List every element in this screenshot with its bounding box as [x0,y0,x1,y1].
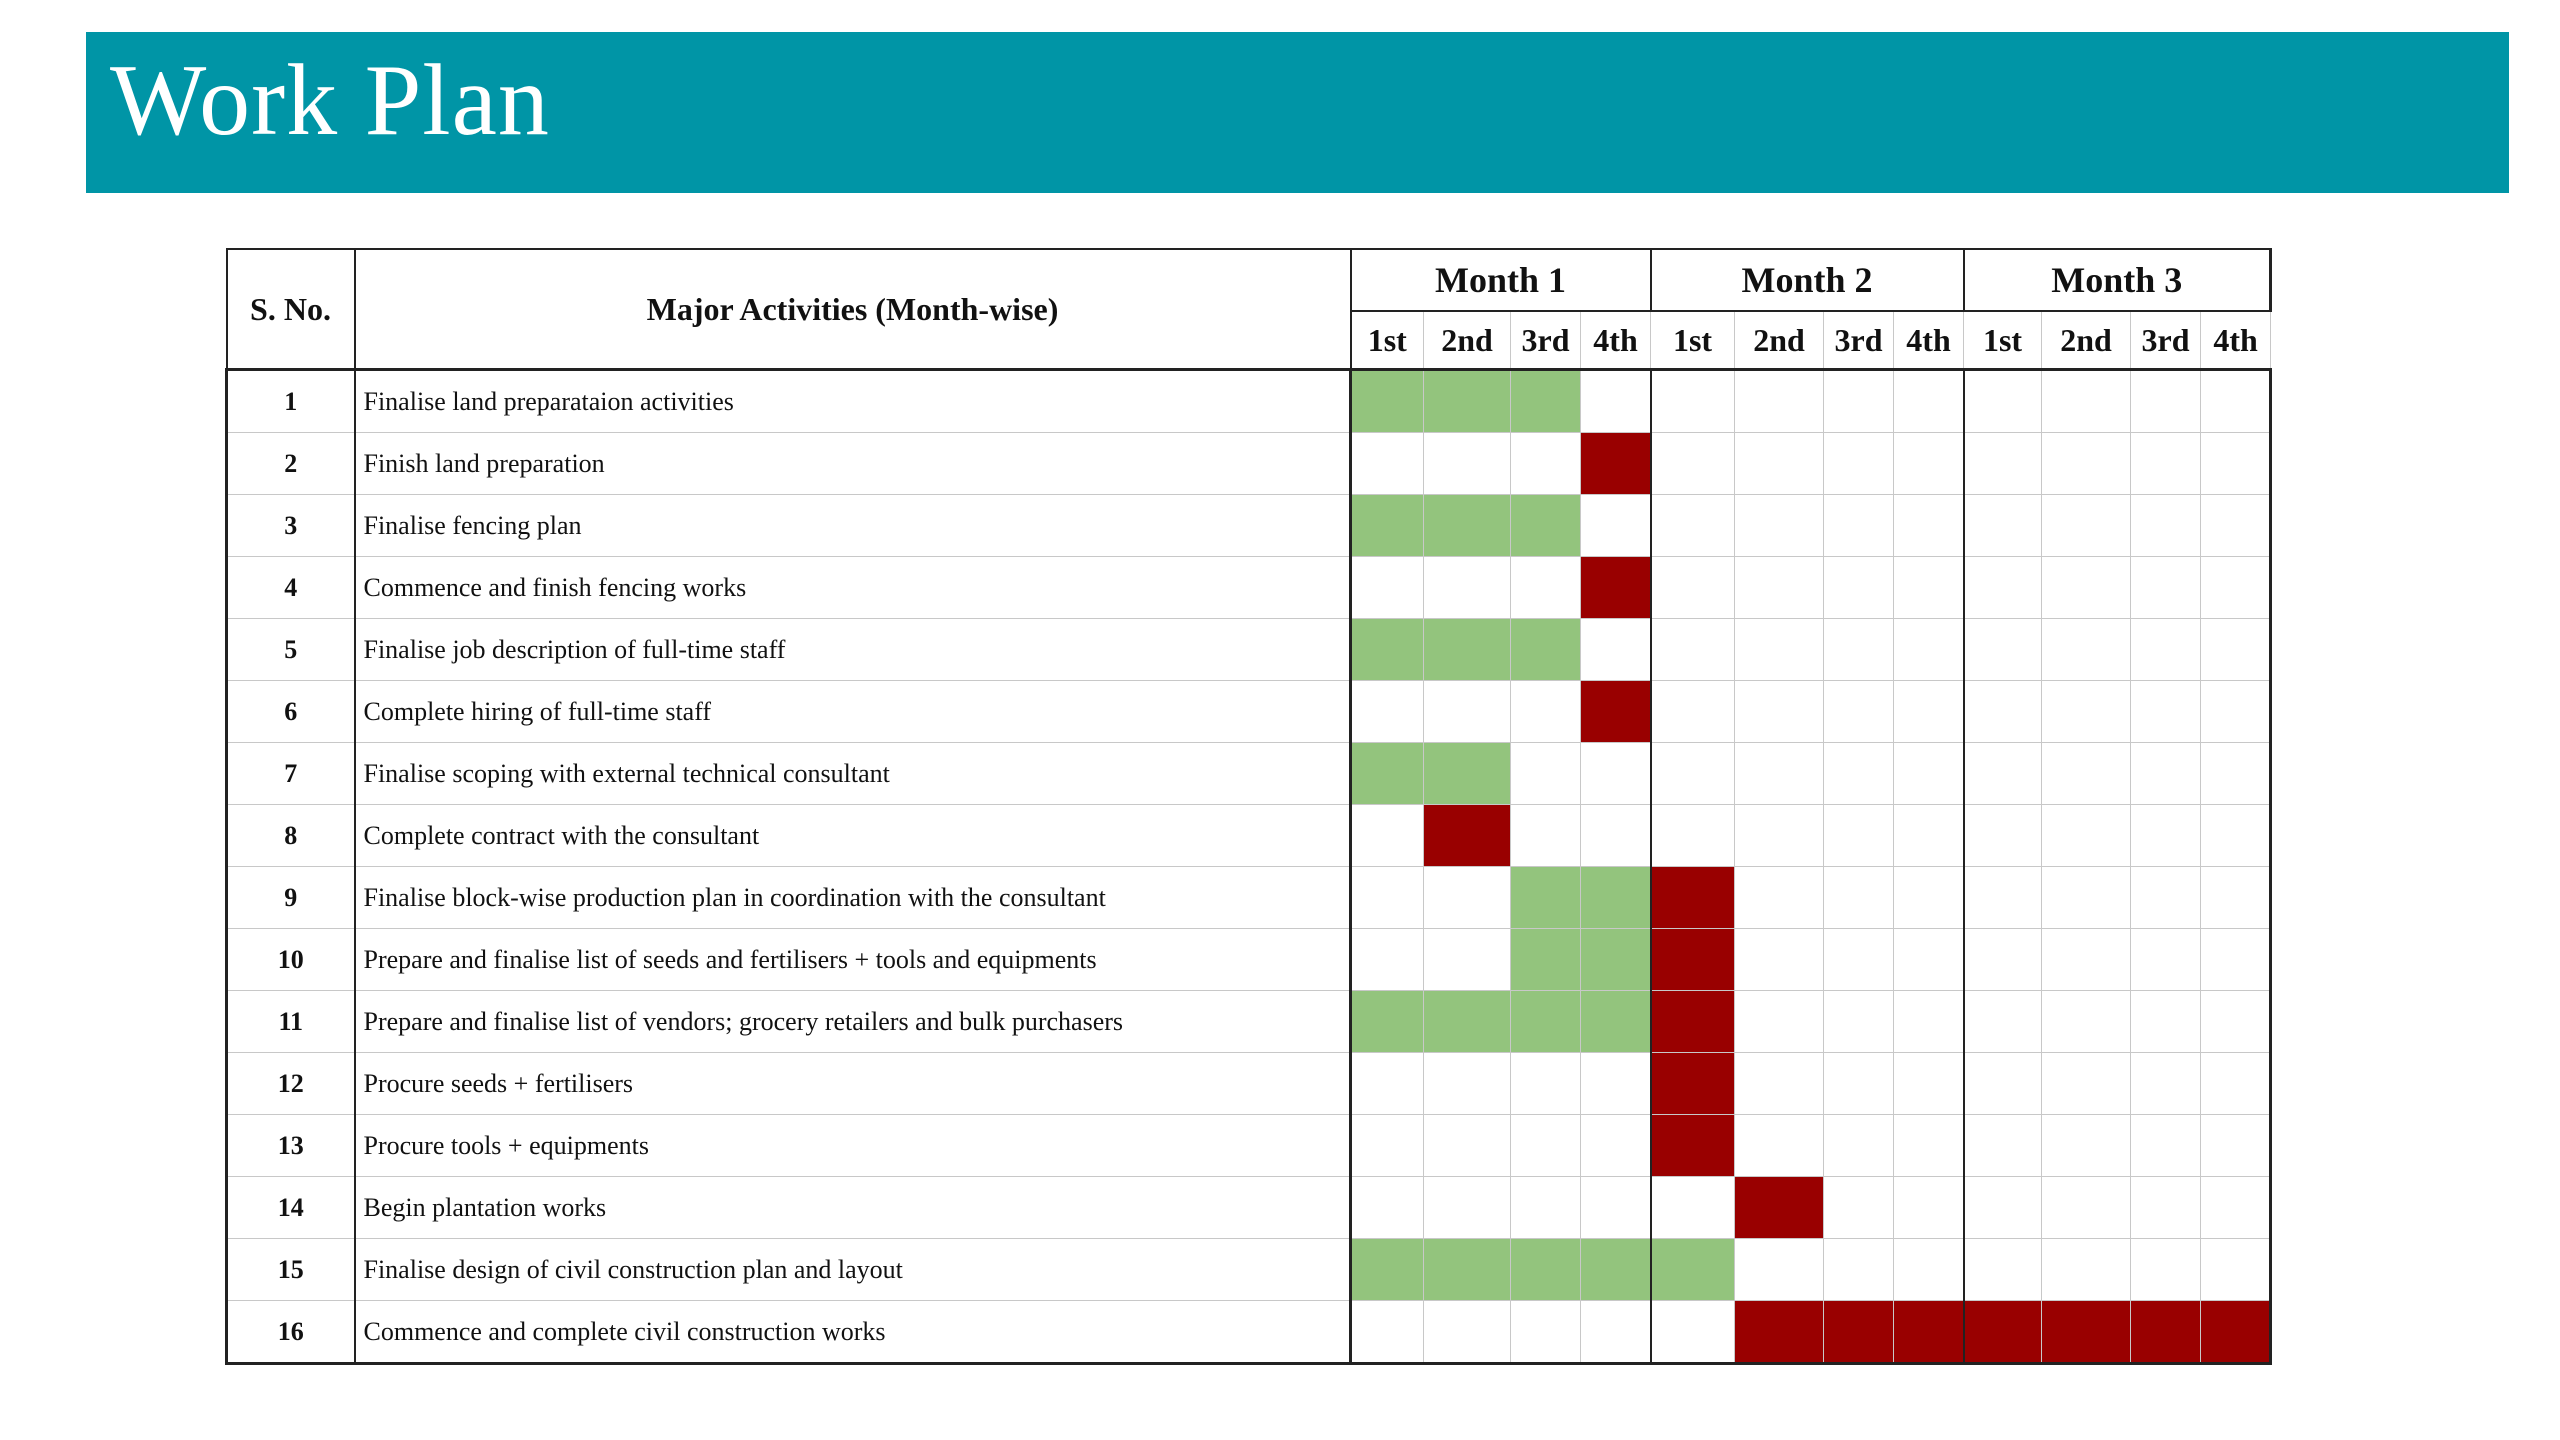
gantt-cell-empty [2201,805,2271,867]
gantt-cell-empty [2042,1115,2131,1177]
sno-header: S. No. [227,249,355,370]
week-header: 4th [1894,311,1964,370]
gantt-cell-empty [1351,929,1424,991]
month-header: Month 3 [1964,249,2271,311]
gantt-cell-empty [1964,1239,2042,1301]
gantt-cell-empty [1651,495,1735,557]
gantt-cell-empty [1351,1115,1424,1177]
work-plan-table [225,248,2272,1365]
gantt-cell-empty [1964,743,2042,805]
row-number: 2 [227,433,355,495]
row-number: 6 [227,681,355,743]
gantt-cell-empty [1735,681,1824,743]
gantt-cell-empty [2201,1239,2271,1301]
table-row [227,805,2271,867]
gantt-cell-empty [2131,1239,2201,1301]
gantt-cell-planned [1351,743,1424,805]
gantt-cell-empty [1351,681,1424,743]
activity-header: Major Activities (Month-wise) [355,249,1351,370]
activity-label: Finalise scoping with external technical consultant [355,743,1351,805]
gantt-cell-empty [1511,1115,1581,1177]
gantt-cell-empty [1651,619,1735,681]
gantt-cell-empty [1581,1177,1651,1239]
gantt-cell-empty [1351,1301,1424,1364]
gantt-cell-empty [1511,805,1581,867]
gantt-cell-empty [1735,619,1824,681]
gantt-cell-empty [1651,743,1735,805]
week-header: 3rd [1511,311,1581,370]
gantt-cell-empty [1964,929,2042,991]
table-row [227,1177,2271,1239]
gantt-cell-planned [1581,929,1651,991]
gantt-cell-empty [1651,681,1735,743]
gantt-cell-empty [1824,370,1894,433]
gantt-cell-empty [1894,495,1964,557]
gantt-cell-empty [1581,370,1651,433]
gantt-cell-planned [1511,867,1581,929]
gantt-cell-planned [1511,991,1581,1053]
row-number: 14 [227,1177,355,1239]
gantt-cell-empty [1735,370,1824,433]
gantt-cell-empty [2201,1115,2271,1177]
gantt-cell-empty [2131,557,2201,619]
gantt-cell-empty [1581,805,1651,867]
gantt-cell-empty [1424,433,1511,495]
gantt-cell-planned [1581,1239,1651,1301]
gantt-cell-planned [1424,991,1511,1053]
gantt-cell-empty [2042,433,2131,495]
gantt-cell-empty [2042,805,2131,867]
gantt-cell-empty [2042,681,2131,743]
gantt-cell-planned [1351,495,1424,557]
gantt-cell-milestone [1964,1301,2042,1364]
table-row [227,991,2271,1053]
week-header: 3rd [2131,311,2201,370]
gantt-cell-empty [1735,433,1824,495]
table-row [227,929,2271,991]
activity-rows [227,370,2271,1364]
row-number: 10 [227,929,355,991]
gantt-cell-empty [1964,681,2042,743]
activity-label: Prepare and finalise list of seeds and fertilisers + tools and equipments [355,929,1351,991]
gantt-cell-empty [1735,1053,1824,1115]
gantt-cell-empty [1894,805,1964,867]
gantt-cell-milestone [1894,1301,1964,1364]
gantt-cell-empty [1581,743,1651,805]
gantt-cell-milestone [1651,1115,1735,1177]
gantt-cell-empty [1581,495,1651,557]
row-number: 8 [227,805,355,867]
row-number: 5 [227,619,355,681]
row-number: 11 [227,991,355,1053]
gantt-cell-milestone [1651,1053,1735,1115]
gantt-cell-empty [1351,867,1424,929]
gantt-cell-empty [1894,1053,1964,1115]
row-number: 9 [227,867,355,929]
gantt-cell-empty [2131,370,2201,433]
gantt-cell-empty [1894,991,1964,1053]
gantt-cell-planned [1424,370,1511,433]
gantt-cell-empty [1511,557,1581,619]
gantt-cell-milestone [1424,805,1511,867]
gantt-cell-empty [1964,557,2042,619]
gantt-cell-milestone [1735,1301,1824,1364]
gantt-cell-empty [2131,1177,2201,1239]
gantt-cell-empty [1735,1115,1824,1177]
gantt-cell-empty [1351,1177,1424,1239]
table-row [227,495,2271,557]
gantt-cell-empty [2201,867,2271,929]
gantt-cell-planned [1511,495,1581,557]
gantt-cell-empty [2131,495,2201,557]
gantt-cell-empty [1964,991,2042,1053]
gantt-cell-empty [1894,433,1964,495]
gantt-cell-empty [1351,557,1424,619]
gantt-cell-milestone [1824,1301,1894,1364]
gantt-cell-empty [2201,1053,2271,1115]
gantt-cell-empty [1894,929,1964,991]
gantt-cell-planned [1424,495,1511,557]
row-number: 1 [227,370,355,433]
gantt-cell-empty [1894,619,1964,681]
week-header: 4th [1581,311,1651,370]
gantt-cell-planned [1351,370,1424,433]
table-row [227,681,2271,743]
gantt-cell-empty [1824,867,1894,929]
week-header: 3rd [1824,311,1894,370]
gantt-cell-empty [2131,1115,2201,1177]
gantt-cell-empty [1824,433,1894,495]
gantt-cell-empty [1824,1115,1894,1177]
gantt-cell-empty [2201,1177,2271,1239]
gantt-cell-empty [1651,1301,1735,1364]
gantt-cell-empty [2131,1053,2201,1115]
month-header: Month 1 [1351,249,1651,311]
gantt-cell-empty [1424,557,1511,619]
gantt-cell-milestone [2042,1301,2131,1364]
gantt-cell-empty [2201,991,2271,1053]
gantt-cell-empty [1964,1053,2042,1115]
gantt-cell-empty [1735,805,1824,867]
activity-label: Finish land preparation [355,433,1351,495]
gantt-cell-empty [2042,1239,2131,1301]
row-number: 7 [227,743,355,805]
gantt-cell-planned [1424,619,1511,681]
gantt-cell-empty [1351,805,1424,867]
activity-label: Procure seeds + fertilisers [355,1053,1351,1115]
gantt-cell-milestone [2131,1301,2201,1364]
gantt-cell-empty [2042,991,2131,1053]
gantt-cell-empty [1824,495,1894,557]
gantt-cell-empty [1511,1053,1581,1115]
gantt-cell-empty [1351,1053,1424,1115]
gantt-cell-empty [1651,557,1735,619]
gantt-cell-empty [2201,370,2271,433]
gantt-cell-empty [2201,433,2271,495]
gantt-cell-empty [1581,1053,1651,1115]
title-banner [86,32,2509,193]
gantt-cell-milestone [1735,1177,1824,1239]
row-number: 16 [227,1301,355,1364]
activity-label: Complete contract with the consultant [355,805,1351,867]
week-header: 1st [1351,311,1424,370]
header-row-months [227,249,2271,311]
gantt-cell-empty [2201,681,2271,743]
gantt-cell-empty [1511,743,1581,805]
gantt-cell-empty [1651,370,1735,433]
gantt-cell-empty [1894,370,1964,433]
gantt-cell-empty [2042,619,2131,681]
gantt-cell-planned [1511,619,1581,681]
week-header: 2nd [2042,311,2131,370]
gantt-cell-empty [1894,1177,1964,1239]
gantt-cell-empty [1651,805,1735,867]
table-row [227,370,2271,433]
gantt-cell-empty [1351,433,1424,495]
gantt-cell-empty [1824,1177,1894,1239]
gantt-cell-empty [1824,1239,1894,1301]
gantt-cell-planned [1424,1239,1511,1301]
table-row [227,1053,2271,1115]
gantt-cell-empty [2042,867,2131,929]
gantt-cell-empty [2042,929,2131,991]
gantt-cell-empty [2131,681,2201,743]
gantt-cell-empty [1651,1177,1735,1239]
gantt-cell-empty [2131,929,2201,991]
activity-label: Finalise job description of full-time staff [355,619,1351,681]
gantt-cell-empty [1735,743,1824,805]
row-number: 3 [227,495,355,557]
gantt-cell-empty [1651,433,1735,495]
gantt-cell-empty [2131,433,2201,495]
week-header: 2nd [1735,311,1824,370]
activity-label: Commence and complete civil construction works [355,1301,1351,1364]
gantt-cell-empty [2042,495,2131,557]
gantt-cell-empty [1964,433,2042,495]
gantt-cell-empty [1511,1177,1581,1239]
gantt-cell-empty [1581,619,1651,681]
table-row [227,1239,2271,1301]
gantt-cell-empty [2131,867,2201,929]
gantt-cell-empty [2042,743,2131,805]
week-header: 4th [2201,311,2271,370]
gantt-cell-empty [1824,619,1894,681]
gantt-cell-empty [1424,867,1511,929]
gantt-cell-empty [2201,619,2271,681]
table-row [227,743,2271,805]
activity-label: Finalise land preparataion activities [355,370,1351,433]
gantt-cell-empty [1964,495,2042,557]
gantt-cell-milestone [1581,557,1651,619]
gantt-cell-empty [2131,743,2201,805]
gantt-cell-empty [1894,1115,1964,1177]
gantt-cell-empty [1581,1301,1651,1364]
table-row [227,867,2271,929]
gantt-cell-empty [1735,991,1824,1053]
gantt-cell-empty [1964,1115,2042,1177]
gantt-cell-milestone [1651,867,1735,929]
gantt-cell-planned [1581,867,1651,929]
gantt-cell-empty [2201,743,2271,805]
week-header: 1st [1651,311,1735,370]
gantt-cell-empty [1424,1115,1511,1177]
gantt-cell-planned [1581,991,1651,1053]
gantt-cell-planned [1651,1239,1735,1301]
gantt-cell-empty [1964,805,2042,867]
table-row [227,433,2271,495]
activity-label: Prepare and finalise list of vendors; grocery retailers and bulk purchasers [355,991,1351,1053]
gantt-cell-empty [2131,619,2201,681]
gantt-cell-empty [1735,557,1824,619]
row-number: 4 [227,557,355,619]
gantt-cell-empty [1824,991,1894,1053]
gantt-cell-planned [1351,1239,1424,1301]
gantt-cell-empty [1824,743,1894,805]
gantt-cell-empty [1894,743,1964,805]
gantt-cell-empty [1824,805,1894,867]
gantt-cell-planned [1511,370,1581,433]
gantt-cell-empty [1511,433,1581,495]
gantt-cell-empty [1424,1053,1511,1115]
gantt-cell-planned [1351,619,1424,681]
gantt-cell-empty [1424,929,1511,991]
table-row [227,1301,2271,1364]
row-number: 13 [227,1115,355,1177]
gantt-cell-empty [2201,557,2271,619]
gantt-cell-empty [2042,1053,2131,1115]
gantt-cell-empty [2201,495,2271,557]
gantt-cell-empty [1735,495,1824,557]
row-number: 12 [227,1053,355,1115]
gantt-cell-milestone [1651,929,1735,991]
gantt-cell-empty [2042,1177,2131,1239]
gantt-cell-empty [1894,1239,1964,1301]
gantt-cell-empty [2042,557,2131,619]
gantt-cell-empty [1964,1177,2042,1239]
gantt-cell-empty [1894,867,1964,929]
gantt-cell-planned [1351,991,1424,1053]
activity-label: Finalise block-wise production plan in coordination with the consultant [355,867,1351,929]
gantt-cell-empty [1581,1115,1651,1177]
gantt-cell-empty [1964,867,2042,929]
month-header: Month 2 [1651,249,1964,311]
week-header: 2nd [1424,311,1511,370]
gantt-cell-empty [1824,557,1894,619]
gantt-cell-empty [1735,929,1824,991]
activity-label: Commence and finish fencing works [355,557,1351,619]
gantt-cell-empty [1511,681,1581,743]
gantt-cell-empty [1424,1177,1511,1239]
gantt-cell-empty [1424,681,1511,743]
gantt-cell-empty [1735,867,1824,929]
gantt-cell-empty [1894,557,1964,619]
gantt-cell-empty [2042,370,2131,433]
gantt-cell-empty [1824,1053,1894,1115]
gantt-cell-empty [2201,929,2271,991]
gantt-cell-empty [1964,370,2042,433]
gantt-cell-empty [1824,681,1894,743]
gantt-cell-empty [1824,929,1894,991]
row-number: 15 [227,1239,355,1301]
page-title: Work Plan [110,44,550,157]
activity-label: Procure tools + equipments [355,1115,1351,1177]
gantt-cell-empty [2131,805,2201,867]
gantt-cell-empty [1964,619,2042,681]
gantt-cell-planned [1424,743,1511,805]
activity-label: Finalise fencing plan [355,495,1351,557]
table-row [227,557,2271,619]
activity-label: Begin plantation works [355,1177,1351,1239]
activity-label: Complete hiring of full-time staff [355,681,1351,743]
week-header: 1st [1964,311,2042,370]
table-row [227,619,2271,681]
gantt-cell-milestone [1581,433,1651,495]
activity-label: Finalise design of civil construction plan and layout [355,1239,1351,1301]
gantt-cell-empty [1511,1301,1581,1364]
gantt-cell-empty [1735,1239,1824,1301]
gantt-cell-empty [2131,991,2201,1053]
gantt-cell-milestone [1581,681,1651,743]
gantt-cell-planned [1511,929,1581,991]
gantt-cell-empty [1894,681,1964,743]
gantt-cell-milestone [1651,991,1735,1053]
gantt-cell-empty [1424,1301,1511,1364]
gantt-cell-planned [1511,1239,1581,1301]
table-row [227,1115,2271,1177]
gantt-cell-milestone [2201,1301,2271,1364]
